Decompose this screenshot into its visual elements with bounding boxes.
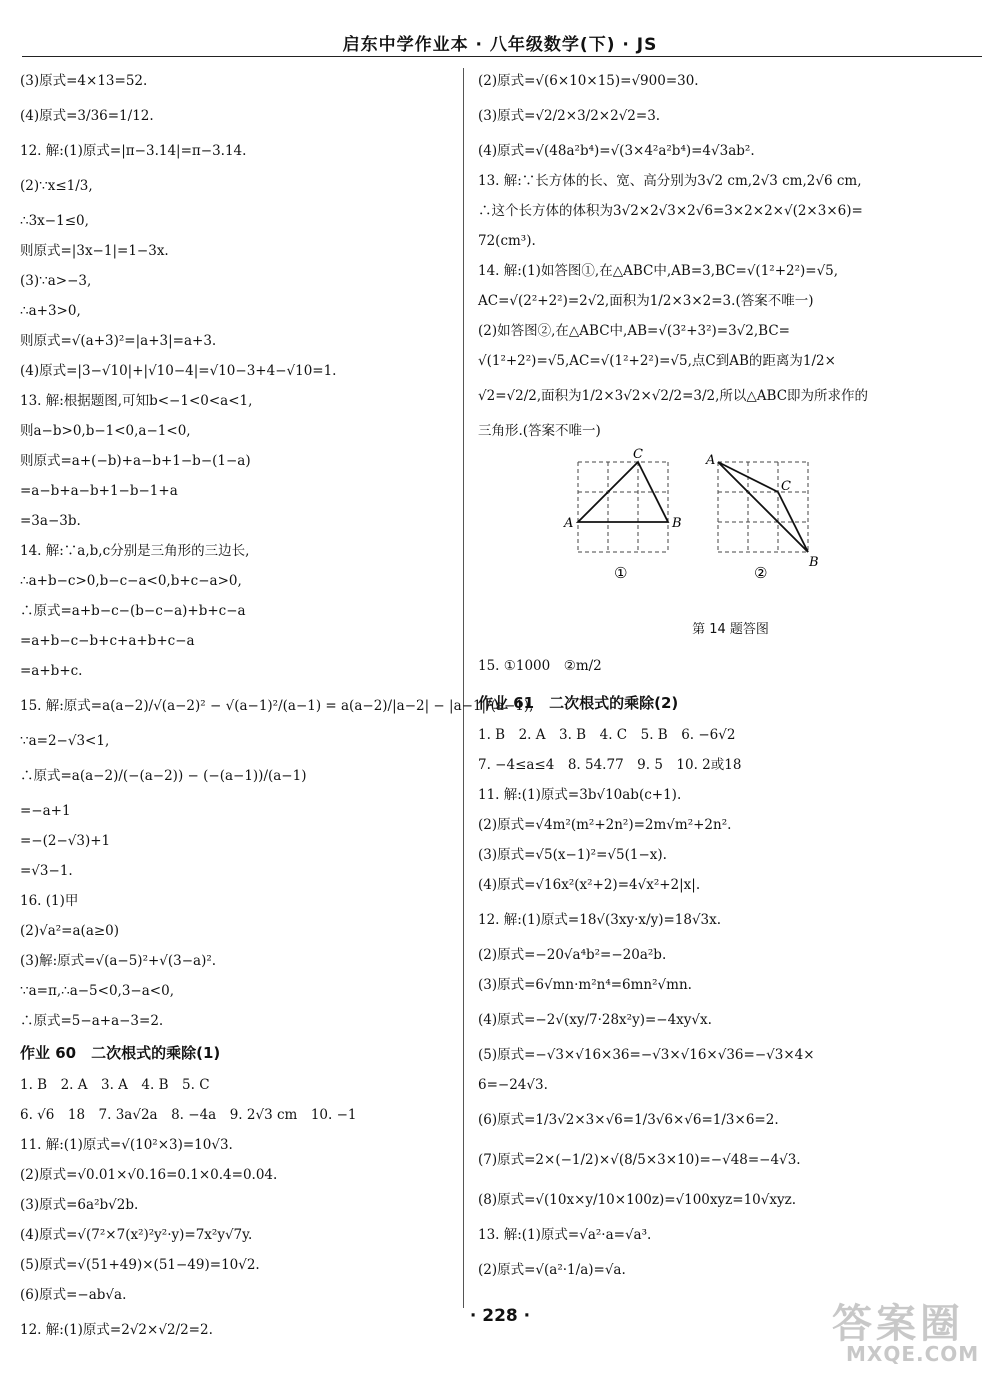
figure-1-label: ① xyxy=(614,564,628,582)
answer-line: (2)原式=√(a²·1/a)=√a. xyxy=(478,1262,626,1278)
answer-line: (2)√a²=a(a≥0) xyxy=(20,923,120,939)
answer-line: 1. B 2. A 3. A 4. B 5. C xyxy=(20,1077,210,1093)
answer-line: 13. 解:∵长方体的长、宽、高分别为3√2 cm,2√3 cm,2√6 cm, xyxy=(478,173,862,189)
grid-1 xyxy=(578,462,668,552)
answer-line: ∴a+3>0, xyxy=(20,303,81,319)
answer-line: =a+b−c−b+c+a+b+c−a xyxy=(20,633,195,649)
column-divider xyxy=(463,68,464,1308)
point-b-label: B xyxy=(672,516,682,531)
answer-line: ∴原式=a(a−2)/(−(a−2)) − (−(a−1))/(a−1) xyxy=(20,768,307,784)
answer-line: ∴这个长方体的体积为3√2×2√3×2√6=3×2×2×√(2×3×6)= xyxy=(478,203,863,219)
answer-line: 14. 解:(1)如答图①,在△ABC中,AB=3,BC=√(1²+2²)=√5, xyxy=(478,263,839,279)
watermark-logo xyxy=(812,1292,992,1372)
answer-line: √2=√2/2,面积为1/2×3√2×√2/2=3/2,所以△ABC即为所求作的 xyxy=(478,388,869,404)
answer-line: ∵a=π,∴a−5<0,3−a<0, xyxy=(20,983,174,999)
answer-line: 12. 解:(1)原式=18√(3xy·x/y)=18√3x. xyxy=(478,912,722,928)
answer-line: 14. 解:∵a,b,c分别是三角形的三边长, xyxy=(20,543,250,559)
answer-line: (5)原式=−√3×√16×36=−√3×√16×√36=−√3×4× xyxy=(478,1047,815,1063)
point-b-label: B xyxy=(809,555,819,570)
answer-line: 7. −4≤a≤4 8. 54.77 9. 5 10. 2或18 xyxy=(478,757,742,773)
answer-line: 12. 解:(1)原式=2√2×√2/2=2. xyxy=(20,1322,213,1338)
answer-line: 11. 解:(1)原式=√(10²×3)=10√3. xyxy=(20,1137,233,1153)
answer-line: (3)解:原式=√(a−5)²+√(3−a)². xyxy=(20,953,217,969)
right-column xyxy=(478,66,983,1290)
answer-line: 13. 解:(1)原式=√a²·a=√a³. xyxy=(478,1227,652,1243)
watermark-text: 答案圈 xyxy=(832,1301,964,1347)
answer-line: 则a−b>0,b−1<0,a−1<0, xyxy=(20,423,191,439)
header-rule xyxy=(22,56,982,57)
point-a-label: A xyxy=(706,453,716,468)
answer-line: =−(2−√3)+1 xyxy=(20,833,111,849)
answer-line: 12. 解:(1)原式=|π−3.14|=π−3.14. xyxy=(20,143,247,159)
answer-line: 6=−24√3. xyxy=(478,1077,548,1093)
figure-2-label: ② xyxy=(754,564,768,582)
grid-triangle-figures xyxy=(558,447,903,618)
answer-line: 1. B 2. A 3. B 4. C 5. B 6. −6√2 xyxy=(478,727,736,743)
answer-line: 13. 解:根据题图,可知b<−1<0<a<1, xyxy=(20,393,253,409)
answer-line: 16. (1)甲 xyxy=(20,893,79,909)
page-number: · 228 · xyxy=(469,1306,531,1326)
answer-line: (8)原式=√(10x×y/10×100z)=√100xyz=10√xyz. xyxy=(478,1192,796,1208)
answer-line: (4)原式=√16x²(x²+2)=4√x²+2|x|. xyxy=(478,877,701,893)
answer-line: (3)原式=6√mn·m²n⁴=6mn²√mn. xyxy=(478,977,692,993)
answer-line: (6)原式=−ab√a. xyxy=(20,1287,127,1303)
answer-line: =√3−1. xyxy=(20,863,73,879)
answer-line: ∴原式=5−a+a−3=2. xyxy=(20,1013,164,1029)
point-a-label: A xyxy=(564,516,574,531)
answer-line: 三角形.(答案不唯一) xyxy=(478,423,601,439)
point-c-label: C xyxy=(633,447,643,462)
answer-line: =a+b+c. xyxy=(20,663,83,679)
answer-line: 11. 解:(1)原式=3b√10ab(c+1). xyxy=(478,787,682,803)
answer-line: (2)如答图②,在△ABC中,AB=√(3²+3²)=3√2,BC= xyxy=(478,323,790,339)
answer-line: 则原式=a+(−b)+a−b+1−b−(1−a) xyxy=(20,453,251,469)
answer-line: (3)原式=√5(x−1)²=√5(1−x). xyxy=(478,847,667,863)
answer-line: (4)原式=3/36=1/12. xyxy=(20,108,154,124)
answer-line: 15. ①1000 ②m/2 xyxy=(478,658,602,674)
answer-line: (7)原式=2×(−1/2)×√(8/5×3×10)=−√48=−4√3. xyxy=(478,1152,801,1168)
answer-line: ∴3x−1≤0, xyxy=(20,213,89,229)
answer-line: (3)原式=√2/2×3/2×2√2=3. xyxy=(478,108,661,124)
point-c-label: C xyxy=(781,479,791,494)
answer-line: 15. 解:原式=a(a−2)/√(a−2)² − √(a−1)²/(a−1) = a(a−2)/|a−2| − |a−1|/(a−1), xyxy=(20,698,534,714)
answer-line: (6)原式=1/3√2×3×√6=1/3√6×√6=1/3×6=2. xyxy=(478,1112,779,1128)
answer-line: (3)∵a>−3, xyxy=(20,273,92,289)
watermark-url: MXQE.COM xyxy=(846,1342,980,1366)
answer-line: (4)原式=√(48a²b⁴)=√(3×4²a²b⁴)=4√3ab². xyxy=(478,143,755,159)
answer-line: (3)原式=4×13=52. xyxy=(20,73,148,89)
answer-line: (2)原式=√4m²(m²+2n²)=2m√m²+2n². xyxy=(478,817,732,833)
figure-caption: 第 14 题答图 xyxy=(692,622,769,637)
answer-line: =a−b+a−b+1−b−1+a xyxy=(20,483,178,499)
section-title: 作业 60 二次根式的乘除(1) xyxy=(20,1044,221,1062)
answer-line: ∴a+b−c>0,b−c−a<0,b+c−a>0, xyxy=(20,573,242,589)
answer-line: (4)原式=√(7²×7(x²)²y²·y)=7x²y√7y. xyxy=(20,1227,253,1243)
answer-line: (4)原式=−2√(xy/7·28x²y)=−4xy√x. xyxy=(478,1012,712,1028)
answer-line: (2)∵x≤1/3, xyxy=(20,178,93,194)
figure-14 xyxy=(478,446,983,646)
section-title: 作业 61 二次根式的乘除(2) xyxy=(478,694,679,712)
answer-line: (4)原式=|3−√10|+|√10−4|=√10−3+4−√10=1. xyxy=(20,363,337,379)
answer-line: 6. √6 18 7. 3a√2a 8. −4a 9. 2√3 cm 10. −1 xyxy=(20,1107,357,1123)
answer-line: =3a−3b. xyxy=(20,513,81,529)
answer-line: (3)原式=6a²b√2b. xyxy=(20,1197,139,1213)
answer-line: 则原式=√(a+3)²=|a+3|=a+3. xyxy=(20,333,217,349)
answer-line: (2)原式=√0.01×√0.16=0.1×0.4=0.04. xyxy=(20,1167,278,1183)
answer-line: √(1²+2²)=√5,AC=√(1²+2²)=√5,点C到AB的距离为1/2× xyxy=(478,353,836,369)
answer-line: =−a+1 xyxy=(20,803,71,819)
answer-line: (2)原式=−20√a⁴b²=−20a²b. xyxy=(478,947,667,963)
triangle-2 xyxy=(718,462,808,552)
answer-line: 72(cm³). xyxy=(478,233,536,249)
answer-line: 则原式=|3x−1|=1−3x. xyxy=(20,243,169,259)
answer-line: (2)原式=√(6×10×15)=√900=30. xyxy=(478,73,699,89)
answer-line: ∵a=2−√3<1, xyxy=(20,733,110,749)
answer-line: AC=√(2²+2²)=2√2,面积为1/2×3×2=3.(答案不唯一) xyxy=(478,293,814,309)
page-header: 启东中学作业本 · 八年级数学(下) · JS xyxy=(342,35,658,55)
answer-line: ∴原式=a+b−c−(b−c−a)+b+c−a xyxy=(20,603,246,619)
answer-line: (5)原式=√(51+49)×(51−49)=10√2. xyxy=(20,1257,260,1273)
